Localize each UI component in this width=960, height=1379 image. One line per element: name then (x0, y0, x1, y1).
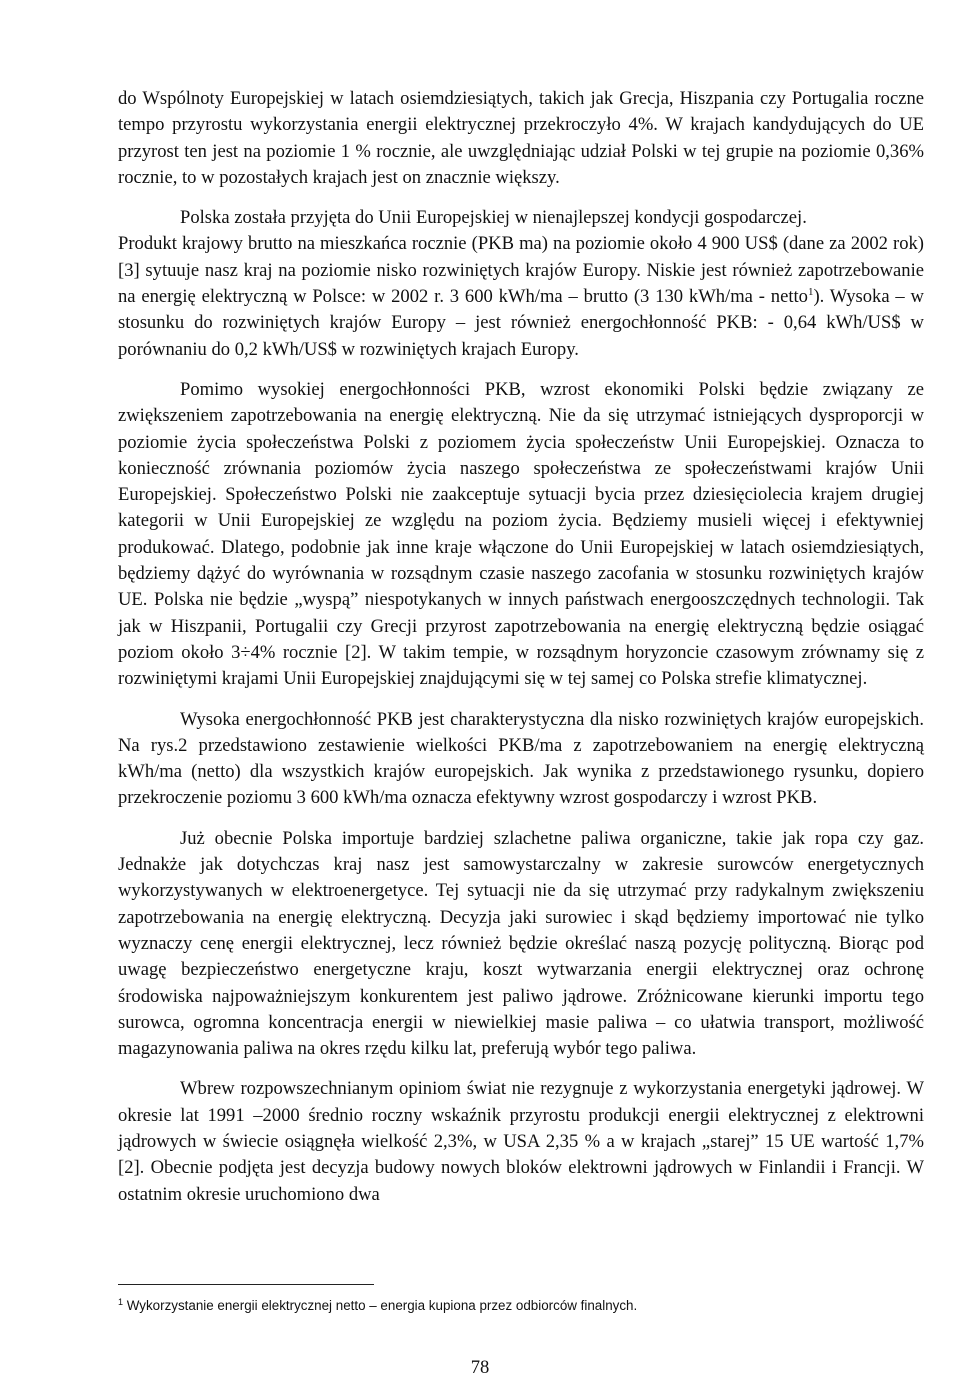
footnote-reference: 1 (807, 286, 814, 299)
footnote-separator (118, 1284, 374, 1285)
page-number: 78 (470, 1357, 490, 1378)
footnote-text: Wykorzystanie energii elektrycznej netto – energia kupiona przez odbiorców finalnych. (126, 1298, 638, 1313)
footnote-marker: 1 (118, 1297, 124, 1307)
paragraph-rys2: Wysoka energochłonność PKB jest charakterystyczna dla nisko rozwiniętych krajów europejskich. Na rys.2 przedstawiono zestawienie wielkości PKB/ma z zapotrzebowaniem na energię elektryczną kWh/ma (netto) dla wszystkich krajów europejskich. Jak wynika z przedstawionego rysunku, dopiero przekroczenie poziomu 3 600 kWh/ma oznacza efektywny wzrost gospodarczy i wzrost PKB. (118, 708, 924, 809)
paragraph-poland-eu-accession: Polska została przyjęta do Unii Europejskiej w nienajlepszej kondycji gospodarczej. (180, 207, 807, 229)
paragraph-energy-intensity: Pomimo wysokiej energochłonności PKB, wzrost ekonomiki Polski będzie związany ze zwiększeniem zapotrzebowania na energię elektryczną. Nie da się utrzymać istniejących dysproporcji w poziomie życia społeczeństwa Polski z poziomem życia społeczeństw Unii Europejskiej. Oznacza to konieczność zrównania poziomów życia naszego społeczeństwa ze społeczeństwami krajów Unii Europejskiej. Społeczeństwo Polski nie zaakceptuje sytuacji bycia przez dziesięciolecia krajem drugiej kategorii w Unii Europejskiej ze względu na poziom życia. Będziemy musieli więcej i efektywniej produkować. Dlatego, podobnie jak inne kraje włączone do Unii Europejskiej w latach osiemdziesiątych, będziemy dążyć do wyrównania w rozsądnym czasie naszego zacofania w stosunku rozwiniętych krajów UE. Polska nie będzie „wyspą” niespotykanych w innych państwach energooszczędnych technologii. Tak jak w Hiszpanii, Portugalii czy Grecji przyrost zapotrzebowania na energię elektryczną będzie osiągać poziom około 3÷4% rocznie [2]. W takim tempie, w rozsądnym horyzoncie czasowym zrównamy się z rozwiniętymi krajami Unii Europejskiej znajdującymi się w tej samej co Polska strefie klimatycznej. (118, 378, 924, 690)
paragraph-gdp-text-b: ). Wysoka – w stosunku do rozwiniętych krajów Europy – jest również energochłonność PKB: - 0,64 kWh/US$ w porównaniu do 0,2 kWh/US$ w rozwiniętych krajach Europy. (118, 286, 924, 360)
paragraph-nuclear: Wbrew rozpowszechnianym opiniom świat nie rezygnuje z wykorzystania energetyki jądrowej. W okresie lat 1991 –2000 średnio roczny wskaźnik przyrostu produkcji energii elektrycznej z elektrowni jądrowych w świecie osiągnęła wielkość 2,3%, w USA 2,35 % a w krajach „starej” 15 UE wartość 1,7% [2]. Obecnie podjęta jest decyzja budowy nowych bloków elektrowni jądrowych w Finlandii i Francji. W ostatnim okresie uruchomiono dwa (118, 1078, 924, 1205)
paragraph-fuel-import: Już obecnie Polska importuje bardziej szlachetne paliwa organiczne, takie jak ropa czy gaz. Jednakże jak dotychczas kraj nasz jest samowystarczalny w zakresie surowców energetycznych wykorzystywanych w elektroenergetyce. Tej sytuacji nie da się utrzymać przy radykalnym zwiększeniu zapotrzebowania na energię elektryczną. Decyzja jaki surowiec i skąd będziemy importować nie tylko wyznaczy cenę energii elektrycznej, lecz również będzie określać naszą pozycję polityczną. Biorąc pod uwagę bezpieczeństwo energetyczne kraju, koszt wytwarzania energii elektrycznej oraz ochronę środowiska najpoważniejszym konkurentem jest paliwo jądrowe. Zróżnicowane kierunki importu tego surowca, ogromna koncentracja energii w niewielkiej masie paliwa – co ułatwia transport, możliwość magazynowania paliwa na okres rzędu kilku lat, preferują wybór tego paliwa. (118, 827, 924, 1060)
paragraph-gdp-per-capita (118, 231, 924, 362)
paragraph-gdp-text-a: Produkt krajowy brutto na mieszkańca rocznie (PKB ma) na poziomie około 4 900 US$ (dane za 2002 rok) [3] sytuuje nasz kraj na poziomie nisko rozwiniętych krajów Europy. Niskie jest również zapotrzebowanie na energię elektryczną w Polsce: w 2002 r. 3 600 kWh/ma – brutto (3 130 kWh/ma - netto (118, 233, 924, 308)
body-text (118, 86, 924, 1208)
paragraph-continuation: do Wspólnoty Europejskiej w latach osiemdziesiątych, takich jak Grecja, Hiszpania czy Portugalia roczne tempo przyrostu wykorzystania energii elektrycznej przekroczyło 4%. W krajach kandydujących do UE przyrost ten jest na poziomie 1 % rocznie, ale uwzględniając udział Polski w tej grupie na poziomie 0,36% rocznie, to w pozostałych krajach jest on znacznie większy. (118, 88, 924, 188)
footnote (118, 1293, 924, 1315)
